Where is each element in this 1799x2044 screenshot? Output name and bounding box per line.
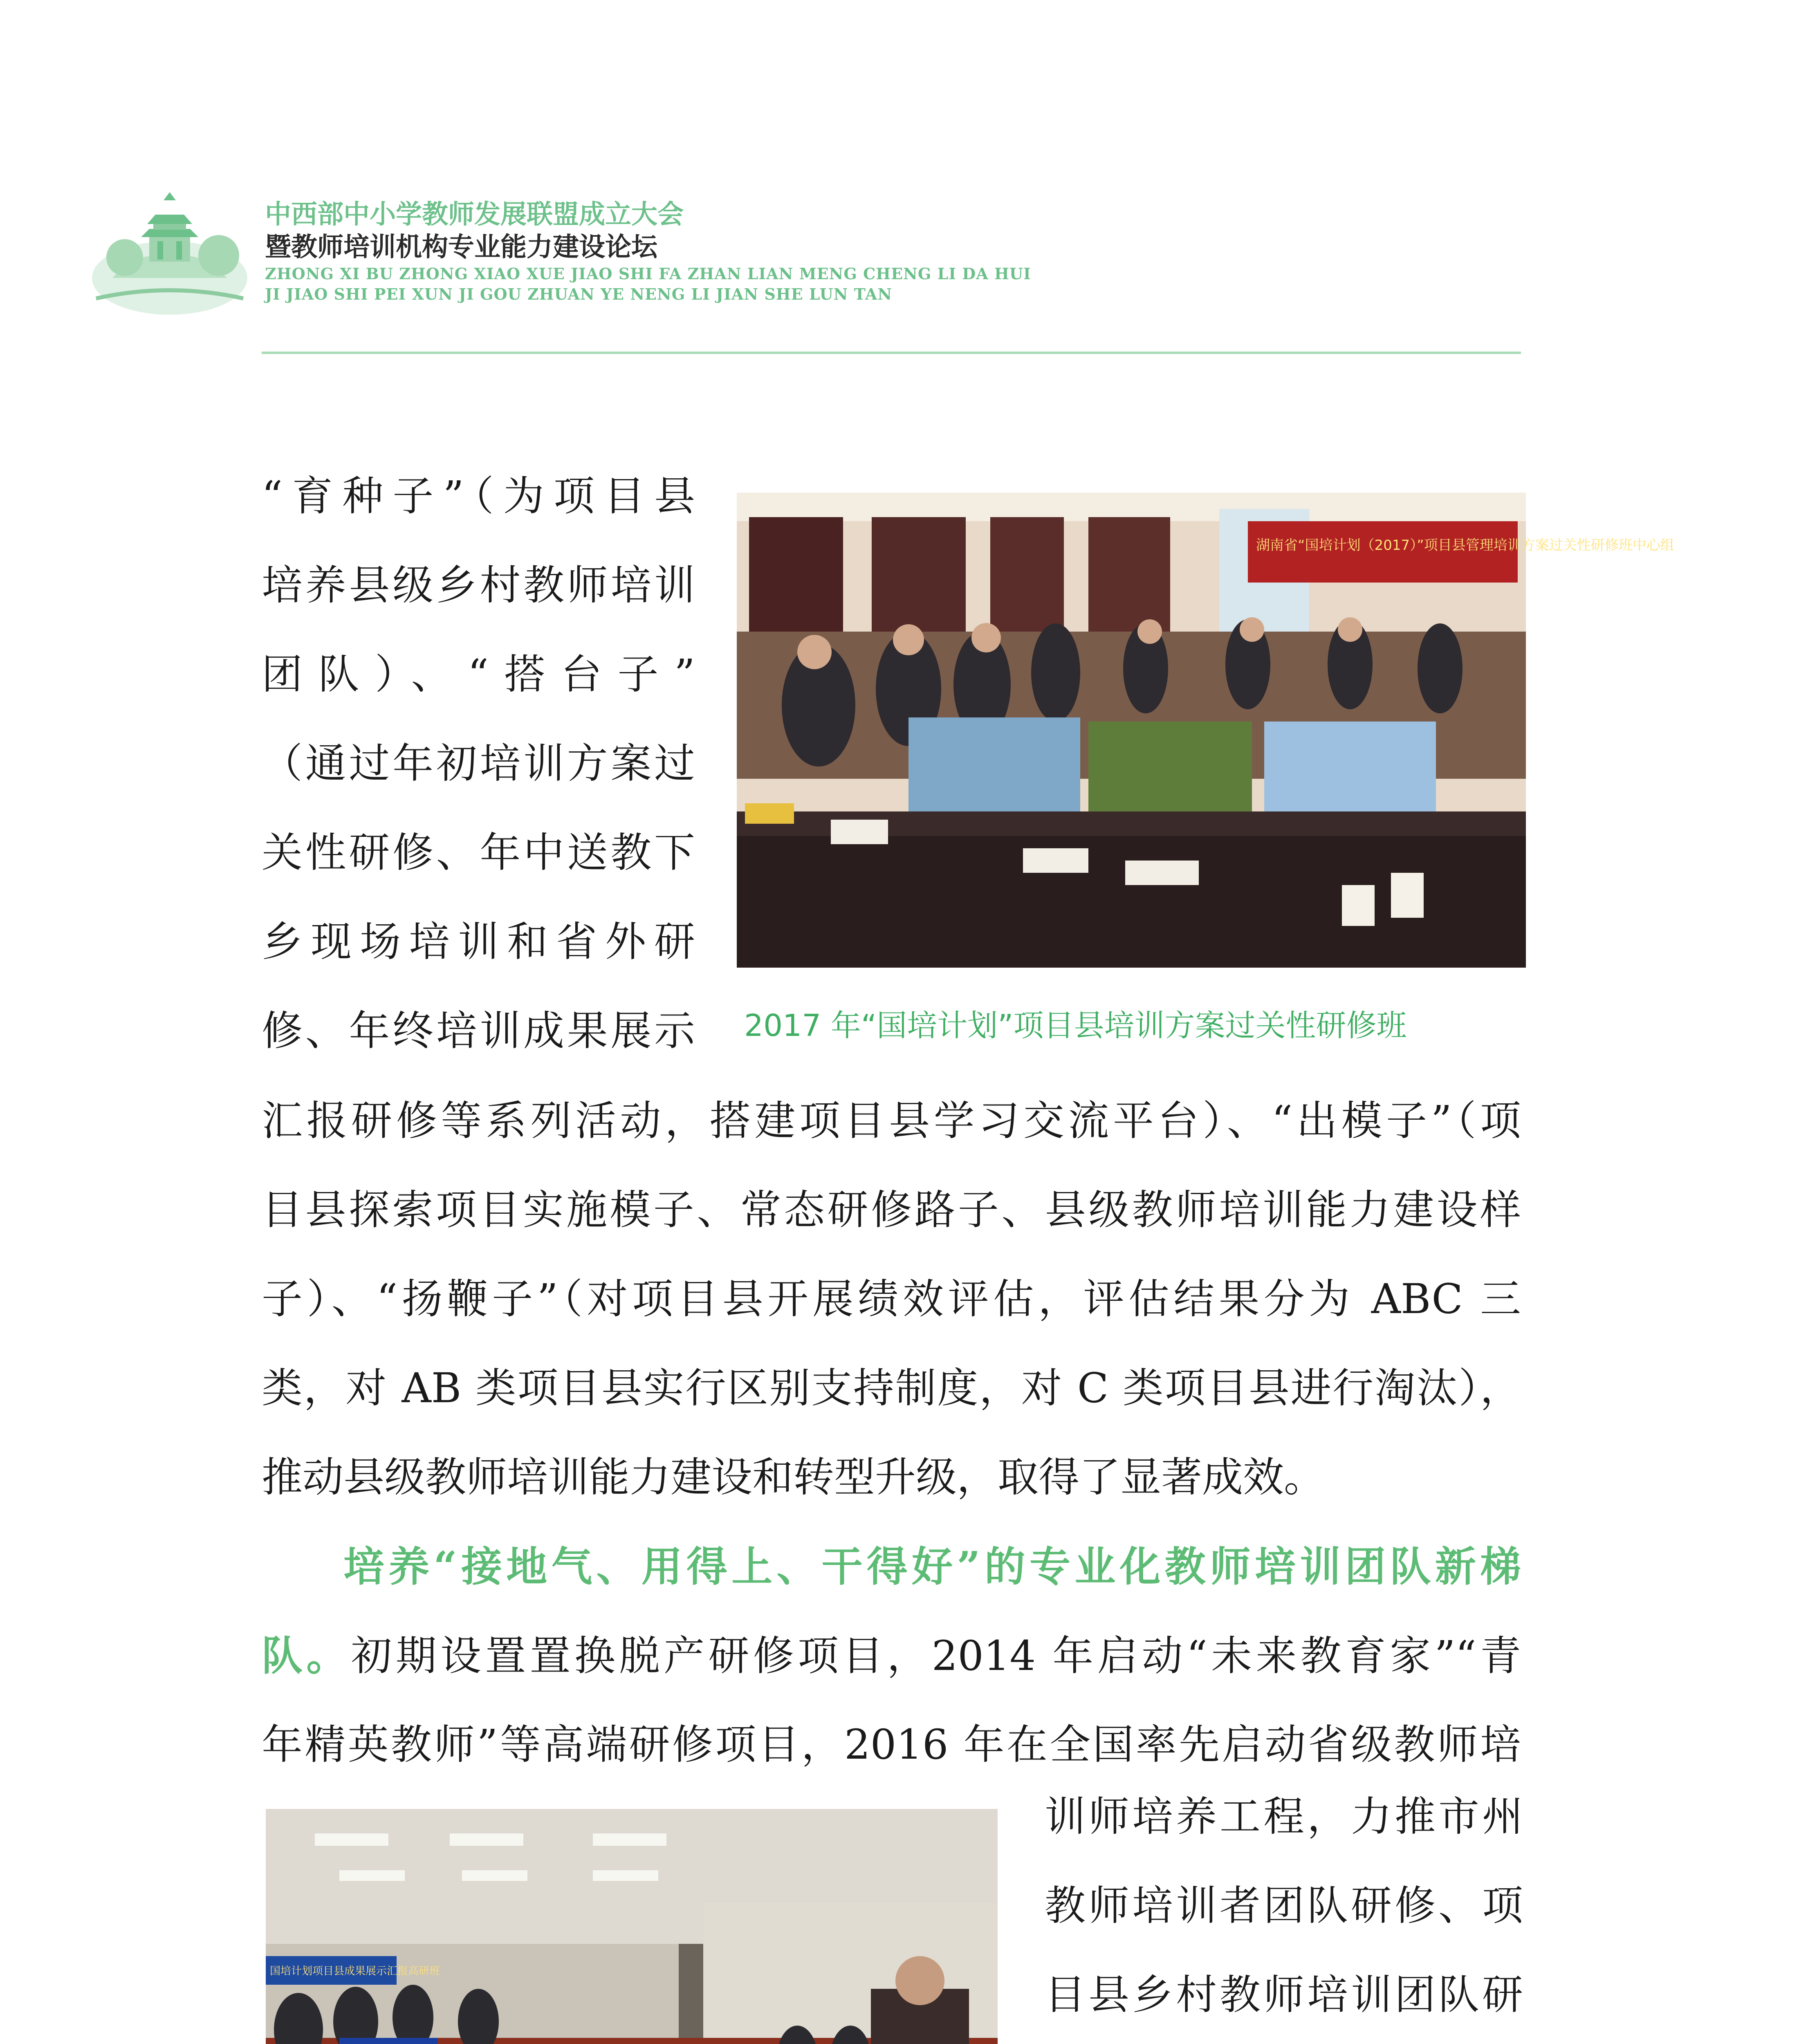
paragraph2-text: 初期设置置换脱产研修项目，2014 年启动“未来教育家”“青: [351, 1632, 1521, 1680]
full-width-paragraph-1: [262, 1076, 1521, 1789]
photo1-caption: 2017 年“国培计划”项目县培训方案过关性研修班: [744, 1008, 1407, 1043]
right-column-text: [1045, 1772, 1523, 2044]
text-line: （通过年初培训方案过: [262, 740, 695, 787]
paragraph2-heading-line: [262, 1522, 1521, 1611]
header-divider: [262, 352, 1521, 354]
text-line: 汇报研修等系列活动，搭建项目县学习交流平台）、“出模子”（项: [262, 1097, 1521, 1145]
paragraph2-heading: 培养“接地气、用得上、干得好”的专业化教师培训团队新梯: [343, 1542, 1521, 1591]
text-line: 类，对 AB 类项目县实行区别支持制度，对 C 类项目县进行淘汰），: [262, 1364, 1521, 1412]
text-line: [1045, 2040, 1523, 2044]
text-line: 修、年终培训成果展示: [262, 1007, 695, 1055]
text-line: 年精英教师”等高端研修项目，2016 年在全国率先启动省级教师培: [262, 1721, 1521, 1768]
header-title-line2: 暨教师培训机构专业能力建设论坛: [265, 232, 657, 262]
banner-text: 湖南省“国培计划（2017）”项目县管理培训方案过关性研修班中心组: [1256, 537, 1674, 554]
text-line: [262, 1611, 1521, 1700]
header-pinyin-line1: ZHONG XI BU ZHONG XIAO XUE JIAO SHI FA ZHAN LIAN MENG CHENG LI DA HUI: [265, 264, 1031, 283]
header-title-line1: 中西部中小学教师发展联盟成立大会: [265, 199, 684, 230]
header-pinyin-line2: JI JIAO SHI PEI XUN JI GOU ZHUAN YE NENG LI JIAN SHE LUN TAN: [265, 285, 893, 303]
text-line: 推动县级教师培训能力建设和转型升级，取得了显著成效。: [262, 1453, 1325, 1501]
text-line: 培养县级乡村教师培训: [262, 561, 695, 609]
text-line: “育种子”（为项目县: [262, 472, 695, 520]
text-line: 子）、“扬鞭子”（对项目县开展绩效评估，评估结果分为 ABC 三: [262, 1275, 1521, 1323]
pavilion-logo-icon: [88, 176, 251, 323]
header-titles: [265, 198, 1031, 305]
text-line: 教师培训者团队研修、项: [1045, 1882, 1523, 1930]
left-column-text: [262, 452, 695, 1076]
photo-showcase-report-2016: [266, 1809, 998, 2044]
photo-training-session-2017: [737, 493, 1674, 968]
text-line: 团队）、“搭台子”: [262, 650, 695, 698]
text-line: 目县探索项目实施模子、常态研修路子、县级教师培训能力建设样: [262, 1186, 1521, 1234]
paragraph2-heading-end: 队。: [262, 1632, 351, 1680]
text-line: 关性研修、年中送教下: [262, 829, 695, 876]
text-line: 乡现场培训和省外研: [262, 918, 695, 966]
text-line: 目县乡村教师培训团队研: [1045, 1971, 1523, 2019]
text-line: 训师培养工程，力推市州: [1045, 1793, 1523, 1840]
banner-text: 国培计划项目县成果展示汇报高研班: [270, 1965, 440, 1977]
